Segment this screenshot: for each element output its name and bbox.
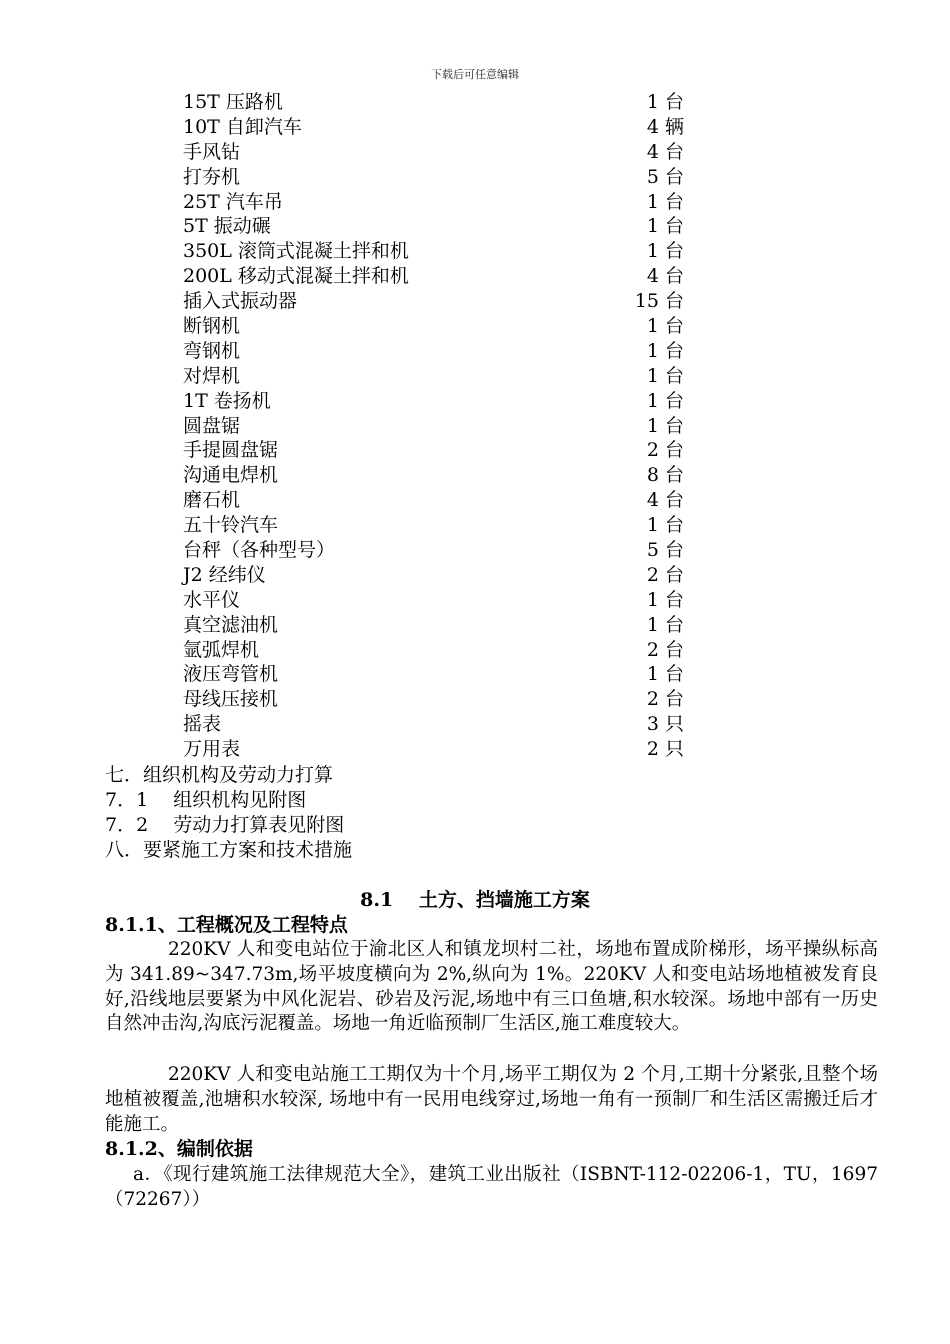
equipment-row	[0, 737, 950, 762]
equipment-row	[0, 588, 950, 613]
equipment-row	[0, 214, 950, 239]
equipment-qty: 5 台	[646, 165, 684, 188]
equipment-qty: 3 只	[646, 713, 684, 736]
equipment-name: 水平仪	[183, 588, 241, 611]
equipment-name: 350L 滚筒式混凝土拌和机	[183, 240, 409, 263]
reference-item: a．《现行建筑施工法律规范大全》，建筑工业出版社（ISBNT-112-02206-1，TU，1697（72267））	[105, 1164, 878, 1210]
equipment-name: 真空滤油机	[183, 613, 279, 636]
equipment-qty: 1 台	[646, 613, 684, 636]
equipment-qty: 2 台	[646, 688, 684, 711]
equipment-row	[0, 613, 950, 638]
equipment-name: 圆盘锯	[183, 414, 241, 437]
equipment-name: 手提圆盘锯	[183, 439, 279, 462]
equipment-qty: 1 台	[646, 364, 684, 387]
equipment-qty: 1 台	[646, 514, 684, 537]
equipment-qty: 1 台	[646, 91, 684, 113]
equipment-name: 打夯机	[183, 165, 241, 188]
subsection-heading-8-1-1: 8.1.1、工程概况及工程特点	[105, 914, 348, 936]
section-title: 8.1 土方、挡墙施工方案	[360, 889, 590, 911]
equipment-row	[0, 488, 950, 513]
equipment-row	[0, 314, 950, 339]
equipment-name: 15T 压路机	[183, 91, 283, 113]
equipment-qty: 2 台	[646, 638, 684, 661]
equipment-name: 5T 振动碾	[183, 215, 271, 238]
equipment-name: 10T 自卸汽车	[183, 115, 302, 138]
equipment-row	[0, 339, 950, 364]
equipment-name: 手风钻	[183, 140, 241, 163]
equipment-row	[0, 513, 950, 538]
heading-section-7: 七．组织机构及劳动力打算	[105, 764, 334, 786]
outline-section	[105, 763, 352, 863]
equipment-row	[0, 712, 950, 737]
equipment-qty: 4 台	[646, 489, 684, 512]
heading-section-7-1: 7．1 组织机构见附图	[105, 789, 307, 811]
equipment-row	[0, 190, 950, 215]
equipment-qty: 5 台	[646, 539, 684, 562]
equipment-name: 弯钢机	[183, 339, 241, 362]
equipment-name: 万用表	[183, 738, 241, 761]
equipment-row	[0, 662, 950, 687]
heading-section-8: 八．要紧施工方案和技术措施	[105, 839, 353, 861]
equipment-qty: 1 台	[646, 190, 684, 213]
equipment-name: 插入式振动器	[183, 290, 298, 313]
equipment-qty: 1 台	[646, 315, 684, 338]
equipment-qty: 4 台	[646, 265, 684, 288]
equipment-name: 断钢机	[183, 315, 241, 338]
equipment-row	[0, 638, 950, 663]
paragraph-overview: 220KV 人和变电站位于渝北区人和镇龙坝村二社，场地布置成阶梯形，场平操纵标高为 341.89~347.73m,场平坡度横向为 2%,纵向为 1%。220KV 人和变电站场地植被发育良好,沿线地层要紧为中风化泥岩、砂岩及污泥,场地中有三口鱼塘,积水较深。场地中部有一历史自然冲击沟,沟底污泥覆盖。场地一角近临预制厂生活区,施工难度较大。	[105, 939, 878, 1035]
equipment-row	[0, 264, 950, 289]
equipment-qty: 1 台	[646, 240, 684, 263]
equipment-qty: 2 台	[646, 563, 684, 586]
equipment-row	[0, 289, 950, 314]
equipment-qty: 1 台	[646, 663, 684, 686]
equipment-qty: 4 辆	[646, 115, 684, 138]
heading-section-7-2: 7．2 劳动力打算表见附图	[105, 814, 345, 836]
equipment-name: J2 经纬仪	[183, 563, 266, 586]
equipment-name: 磨石机	[183, 489, 241, 512]
equipment-qty: 1 台	[646, 339, 684, 362]
equipment-row	[0, 463, 950, 488]
equipment-row	[0, 538, 950, 563]
equipment-row	[0, 140, 950, 165]
equipment-name: 200L 移动式混凝土拌和机	[183, 265, 409, 288]
equipment-name: 液压弯管机	[183, 663, 279, 686]
equipment-name: 台秤（各种型号）	[183, 539, 336, 562]
equipment-name: 1T 卷扬机	[183, 389, 271, 412]
page-header: 下载后可任意编辑	[431, 68, 519, 81]
equipment-row	[0, 90, 950, 115]
equipment-name: 五十铃汽车	[183, 514, 279, 537]
equipment-row	[0, 414, 950, 439]
equipment-qty: 15 台	[634, 290, 684, 313]
equipment-qty: 1 台	[646, 215, 684, 238]
equipment-name: 25T 汽车吊	[183, 190, 283, 213]
equipment-qty: 8 台	[646, 464, 684, 487]
equipment-qty: 2 台	[646, 439, 684, 462]
equipment-row	[0, 687, 950, 712]
equipment-qty: 1 台	[646, 588, 684, 611]
equipment-row	[0, 115, 950, 140]
equipment-row	[0, 165, 950, 190]
equipment-name: 沟通电焊机	[183, 464, 279, 487]
paragraph-schedule: 220KV 人和变电站施工工期仅为十个月,场平工期仅为 2 个月,工期十分紧张,且整个场地植被覆盖,池塘积水较深, 场地中有一民用电线穿过,场地一角有一预制厂和生活区需搬迁后才能施工。	[105, 1064, 878, 1135]
equipment-name: 母线压接机	[183, 688, 279, 711]
equipment-row	[0, 239, 950, 264]
equipment-row	[0, 563, 950, 588]
equipment-qty: 4 台	[646, 140, 684, 163]
equipment-list	[0, 90, 950, 762]
equipment-qty: 1 台	[646, 414, 684, 437]
subsection-heading-8-1-2: 8.1.2、编制依据	[105, 1138, 253, 1160]
equipment-name: 摇表	[183, 713, 222, 736]
equipment-name: 对焊机	[183, 364, 241, 387]
equipment-row	[0, 389, 950, 414]
equipment-name: 氩弧焊机	[183, 638, 260, 661]
equipment-row	[0, 364, 950, 389]
equipment-qty: 1 台	[646, 389, 684, 412]
equipment-row	[0, 438, 950, 463]
equipment-qty: 2 只	[646, 738, 684, 761]
